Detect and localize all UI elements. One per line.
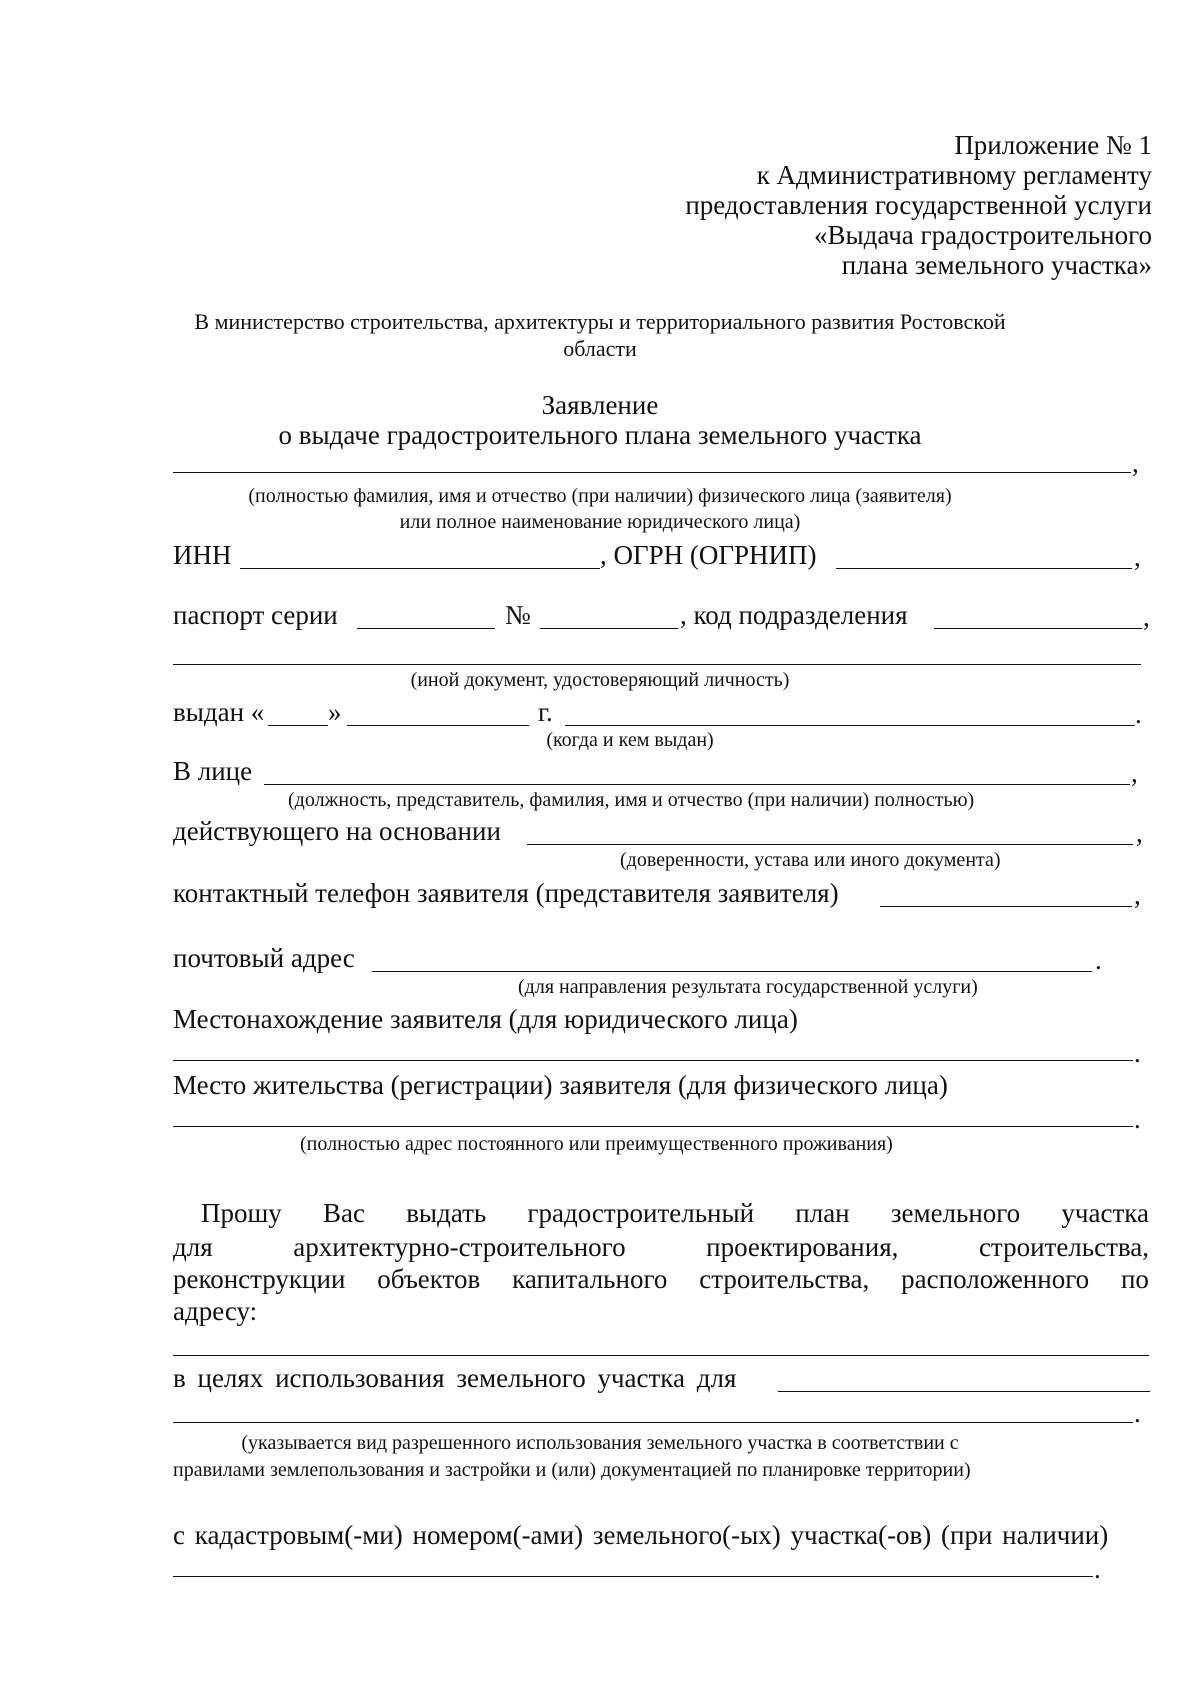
- passport-number-field[interactable]: [540, 628, 678, 629]
- request-word: Прошу: [201, 1198, 282, 1228]
- period: .: [1134, 1104, 1141, 1134]
- residence-field[interactable]: [173, 1126, 1133, 1127]
- phone-label: контактный телефон заявителя (представителя заявителя): [173, 878, 839, 908]
- postal-address-field[interactable]: [372, 971, 1092, 972]
- period: .: [1095, 945, 1102, 975]
- comma: ,: [1134, 880, 1141, 910]
- inn-field[interactable]: [240, 568, 600, 569]
- page-subtitle: о выдаче градостроительного плана земельного участка: [278, 420, 922, 450]
- issued-label: выдан «: [173, 697, 265, 727]
- ogrn-field[interactable]: [836, 568, 1132, 569]
- request-word: по: [1120, 1264, 1149, 1294]
- inn-label: ИНН: [173, 540, 232, 570]
- request-word: капитального: [512, 1264, 668, 1294]
- postal-address-label: почтовый адрес: [173, 943, 355, 973]
- request-word: земельного: [890, 1198, 1021, 1228]
- land-address-field[interactable]: [173, 1355, 1149, 1356]
- request-word: расположенного: [901, 1264, 1090, 1294]
- request-line-3: [173, 1266, 1149, 1293]
- comma: ,: [1134, 542, 1141, 572]
- issued-by-field[interactable]: [565, 725, 1135, 726]
- basis-hint: (доверенности, устава или иного документа): [620, 849, 1001, 871]
- division-code-field[interactable]: [934, 628, 1142, 629]
- basis-field[interactable]: [527, 844, 1133, 845]
- year-abbr: г.: [538, 697, 553, 727]
- request-word: план: [795, 1198, 850, 1228]
- passport-series-field[interactable]: [357, 628, 495, 629]
- purpose-hint-2: правилами землепользования и застройки и (или) документацией по планировке территории): [173, 1459, 971, 1481]
- cadastral-number-field[interactable]: [173, 1576, 1093, 1577]
- period: .: [1134, 1398, 1141, 1428]
- period: .: [1134, 1038, 1141, 1068]
- service-name-line1: «Выдача градостроительного: [813, 220, 1152, 250]
- request-word: выдать: [406, 1198, 487, 1228]
- request-word: строительства,: [699, 1264, 870, 1294]
- passport-number-sign: №: [505, 600, 531, 630]
- request-word: для: [173, 1232, 213, 1262]
- request-word: объектов: [377, 1264, 481, 1294]
- period: .: [1135, 699, 1142, 729]
- phone-field[interactable]: [880, 906, 1132, 907]
- regulation-reference: к Административному регламенту: [756, 160, 1152, 190]
- request-word: реконструкции: [173, 1264, 346, 1294]
- issued-month-field[interactable]: [347, 725, 529, 726]
- in-person-hint: (должность, представитель, фамилия, имя и отчество (при наличии) полностью): [288, 789, 975, 811]
- addressee-line1: В министерство строительства, архитектуры и территориального развития Ростовской: [194, 309, 1006, 334]
- quote-close: »: [328, 697, 342, 727]
- division-code-label: , код подразделения: [680, 600, 908, 630]
- location-field[interactable]: [173, 1060, 1133, 1061]
- applicant-name-hint-2: или полное наименование юридического лица): [399, 511, 801, 533]
- postal-address-hint: (для направления результата государственной услуги): [518, 976, 978, 998]
- request-line-4: адресу:: [173, 1296, 258, 1326]
- request-line-1: [201, 1200, 1149, 1227]
- request-word: участка: [1061, 1198, 1149, 1228]
- basis-label: действующего на основании: [173, 816, 501, 846]
- comma: ,: [1131, 758, 1138, 788]
- request-word: градостроительный: [527, 1198, 755, 1228]
- service-reference: предоставления государственной услуги: [685, 190, 1152, 220]
- period: .: [1094, 1554, 1101, 1584]
- issued-day-field[interactable]: [268, 725, 328, 726]
- addressee-line2: области: [563, 336, 637, 361]
- passport-series-label: паспорт серии: [173, 600, 338, 630]
- in-person-label: В лице: [173, 756, 253, 786]
- request-word: архитектурно-строительного: [293, 1232, 626, 1262]
- cadastral-label: с кадастровым(-ми) номером(-ами) земельного(-ых) участка(-ов) (при наличии): [173, 1520, 1109, 1550]
- comma: ,: [1136, 818, 1143, 848]
- residence-label: Место жительства (регистрации) заявителя (для физического лица): [173, 1070, 948, 1100]
- in-person-field[interactable]: [264, 784, 1130, 785]
- purpose-field[interactable]: [778, 1391, 1150, 1392]
- residence-hint: (полностью адрес постоянного или преимущественного проживания): [300, 1133, 893, 1155]
- comma: ,: [1132, 448, 1139, 478]
- request-word: проектирования,: [706, 1232, 899, 1262]
- request-word: Вас: [323, 1198, 365, 1228]
- applicant-name-hint: (полностью фамилия, имя и отчество (при наличии) физического лица (заявителя): [248, 485, 952, 507]
- service-name-line2: плана земельного участка»: [841, 250, 1152, 280]
- purpose-hint: (указывается вид разрешенного использования земельного участка в соответствии с: [241, 1432, 959, 1454]
- request-word: строительства,: [978, 1232, 1149, 1262]
- other-id-document-hint: (иной документ, удостоверяющий личность): [410, 669, 790, 691]
- ogrn-label: , ОГРН (ОГРНИП): [600, 540, 817, 570]
- purpose-field-2[interactable]: [173, 1422, 1133, 1423]
- request-line-2: [173, 1234, 1149, 1261]
- appendix-number: Приложение № 1: [954, 130, 1152, 160]
- applicant-name-field[interactable]: [173, 472, 1131, 473]
- page-title: Заявление: [541, 390, 659, 420]
- purpose-label: в целях использования земельного участка для: [173, 1363, 737, 1393]
- other-id-document-field[interactable]: [173, 664, 1141, 665]
- location-label: Местонахождение заявителя (для юридического лица): [173, 1004, 798, 1034]
- issued-hint: (когда и кем выдан): [546, 729, 714, 751]
- comma: ,: [1143, 602, 1150, 632]
